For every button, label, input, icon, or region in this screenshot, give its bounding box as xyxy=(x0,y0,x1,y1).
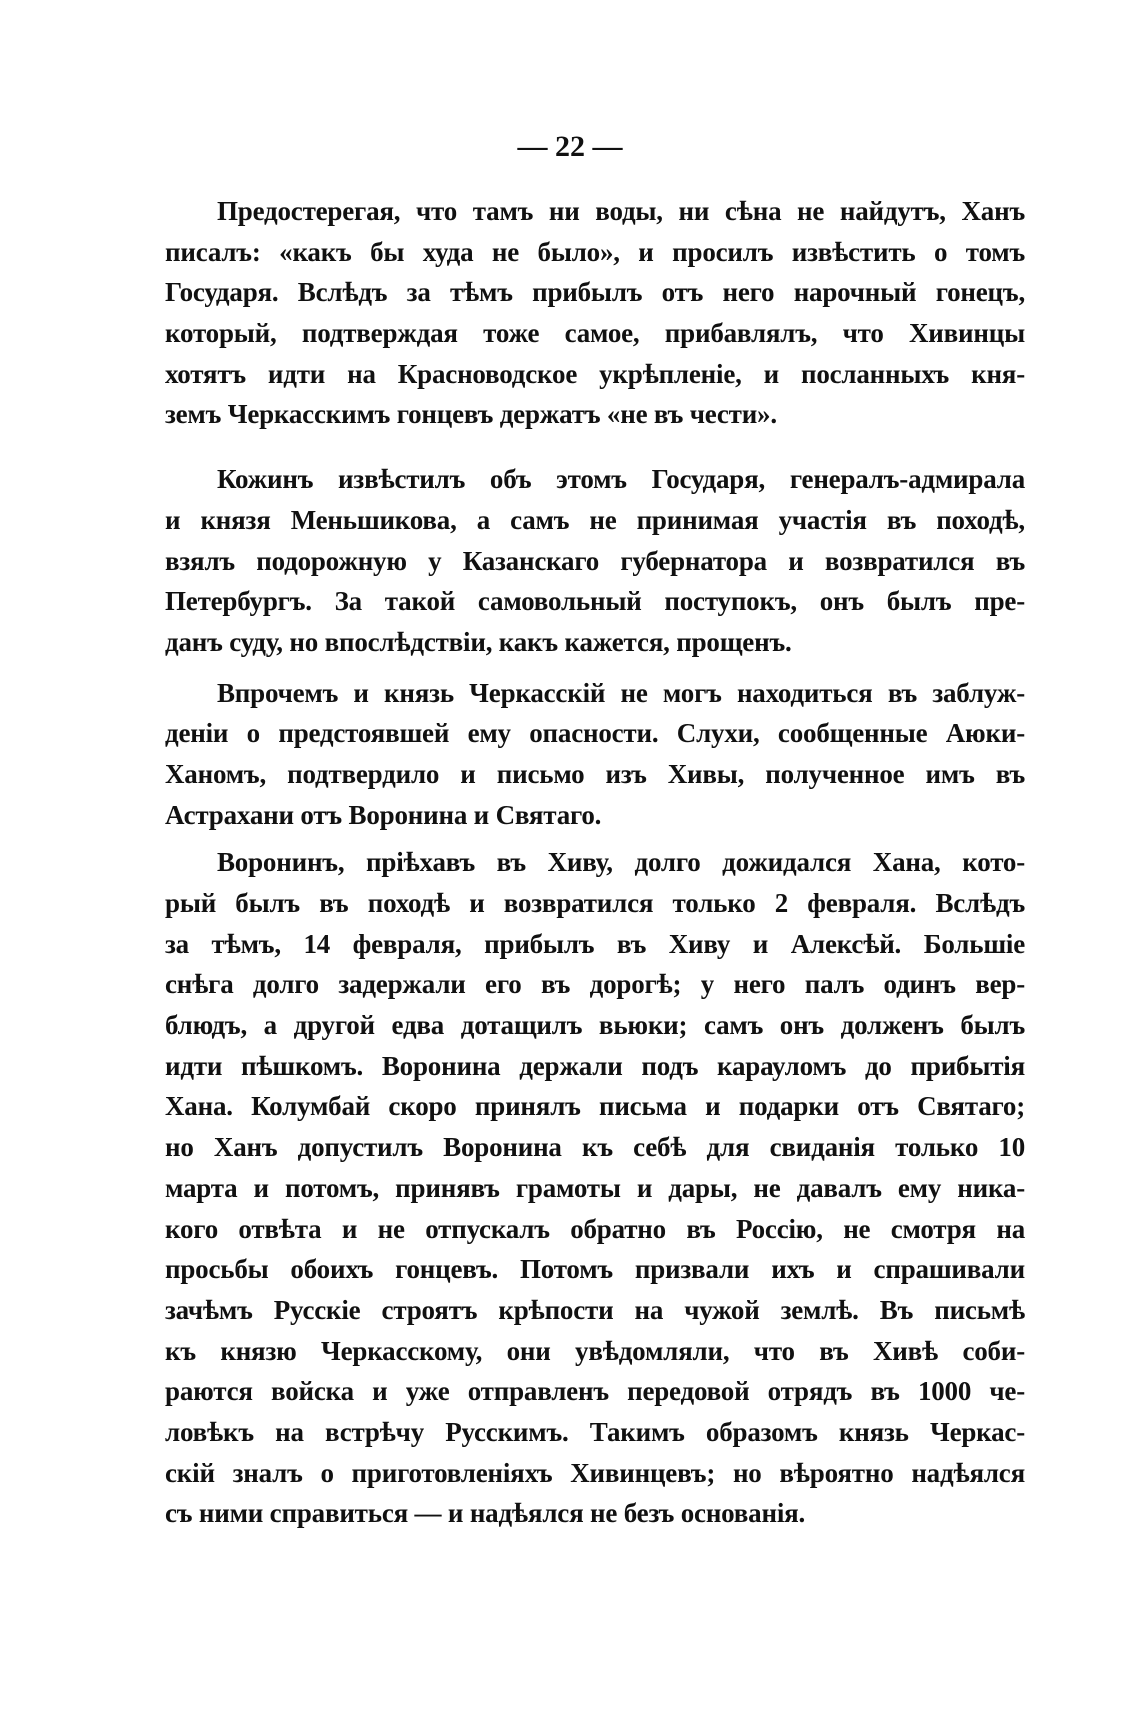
text-line: просьбы обоихъ гонцевъ. Потомъ призвали ихъ и спрашивали xyxy=(165,1254,1025,1285)
text-line: блюдъ, а другой едва дотащилъ вьюки; самъ онъ долженъ былъ xyxy=(165,1010,1025,1041)
text-line: взялъ подорожную у Казанскаго губернатора и возвратился въ xyxy=(165,545,1025,576)
body-text xyxy=(165,191,1025,1534)
text-line: данъ суду, но впослѣдствіи, какъ кажется, прощенъ. xyxy=(165,626,792,657)
text-line: къ князю Черкасскому, они увѣдомляли, что въ Хивѣ соби- xyxy=(165,1335,1025,1366)
paragraph xyxy=(165,673,1025,836)
text-line: деніи о предстоявшей ему опасности. Слухи, сообщенные Аюки- xyxy=(165,718,1025,749)
text-line: но Ханъ допустилъ Воронина къ себѣ для свиданія только 10 xyxy=(165,1132,1025,1163)
text-line: раются войска и уже отправленъ передовой отрядъ въ 1000 че- xyxy=(165,1376,1025,1407)
text-line: Кожинъ извѣстилъ объ этомъ Государя, генералъ-адмирала xyxy=(217,464,1025,495)
text-line: земъ Черкасскимъ гонцевъ держатъ «не въ чести». xyxy=(165,399,777,430)
text-line: хотятъ идти на Красноводское укрѣпленіе, и посланныхъ кня- xyxy=(165,358,1025,389)
paragraph xyxy=(165,459,1025,662)
text-line: марта и потомъ, принявъ грамоты и дары, не давалъ ему ника- xyxy=(165,1172,1025,1203)
paragraph xyxy=(165,191,1025,435)
text-line: съ ними справиться — и надѣялся не безъ основанія. xyxy=(165,1498,806,1529)
text-line: снѣга долго задержали его въ дорогѣ; у него палъ одинъ вер- xyxy=(165,969,1025,1000)
text-line: кого отвѣта и не отпускалъ обратно въ Россію, не смотря на xyxy=(165,1213,1025,1244)
text-line: ловѣкъ на встрѣчу Русскимъ. Такимъ образомъ князь Черкас- xyxy=(165,1416,1025,1447)
text-line: Астрахани отъ Воронина и Святаго. xyxy=(165,799,602,830)
text-line: Впрочемъ и князь Черкасскій не могъ находиться въ заблуж- xyxy=(217,677,1025,708)
text-line: Государя. Вслѣдъ за тѣмъ прибылъ отъ него нарочный гонецъ, xyxy=(165,277,1025,308)
text-line: Петербургъ. За такой самовольный поступокъ, онъ былъ пре- xyxy=(165,586,1025,617)
text-line: идти пѣшкомъ. Воронина держали подъ карауломъ до прибытія xyxy=(165,1050,1025,1081)
text-line: который, подтверждая тоже самое, прибавлялъ, что Хивинцы xyxy=(165,318,1025,349)
text-line: Предостерегая, что тамъ ни воды, ни сѣна не найдутъ, Ханъ xyxy=(217,196,1025,226)
text-line: зачѣмъ Русскіе строятъ крѣпости на чужой землѣ. Въ письмѣ xyxy=(165,1294,1025,1325)
text-line: скій зналъ о приготовленіяхъ Хивинцевъ; но вѣроятно надѣялся xyxy=(165,1457,1025,1488)
text-line: рый былъ въ походѣ и возвратился только 2 февраля. Вслѣдъ xyxy=(165,888,1025,918)
text-line: и князя Меньшикова, а самъ не принимая участія въ походѣ, xyxy=(165,504,1025,535)
paragraph xyxy=(165,842,1025,1534)
text-line: Воронинъ, пріѣхавъ въ Хиву, долго дожидался Хана, кото- xyxy=(217,847,1025,878)
text-line: Ханомъ, подтвердило и письмо изъ Хивы, полученное имъ въ xyxy=(165,758,1025,789)
text-line: Хана. Колумбай скоро принялъ письма и подарки отъ Святаго; xyxy=(165,1091,1025,1122)
text-line: за тѣмъ, 14 февраля, прибылъ въ Хиву и Алексѣй. Большіе xyxy=(165,928,1025,959)
text-line: писалъ: «какъ бы худа не было», и просилъ извѣстить о томъ xyxy=(165,236,1025,267)
page-number: — 22 — xyxy=(517,130,623,163)
